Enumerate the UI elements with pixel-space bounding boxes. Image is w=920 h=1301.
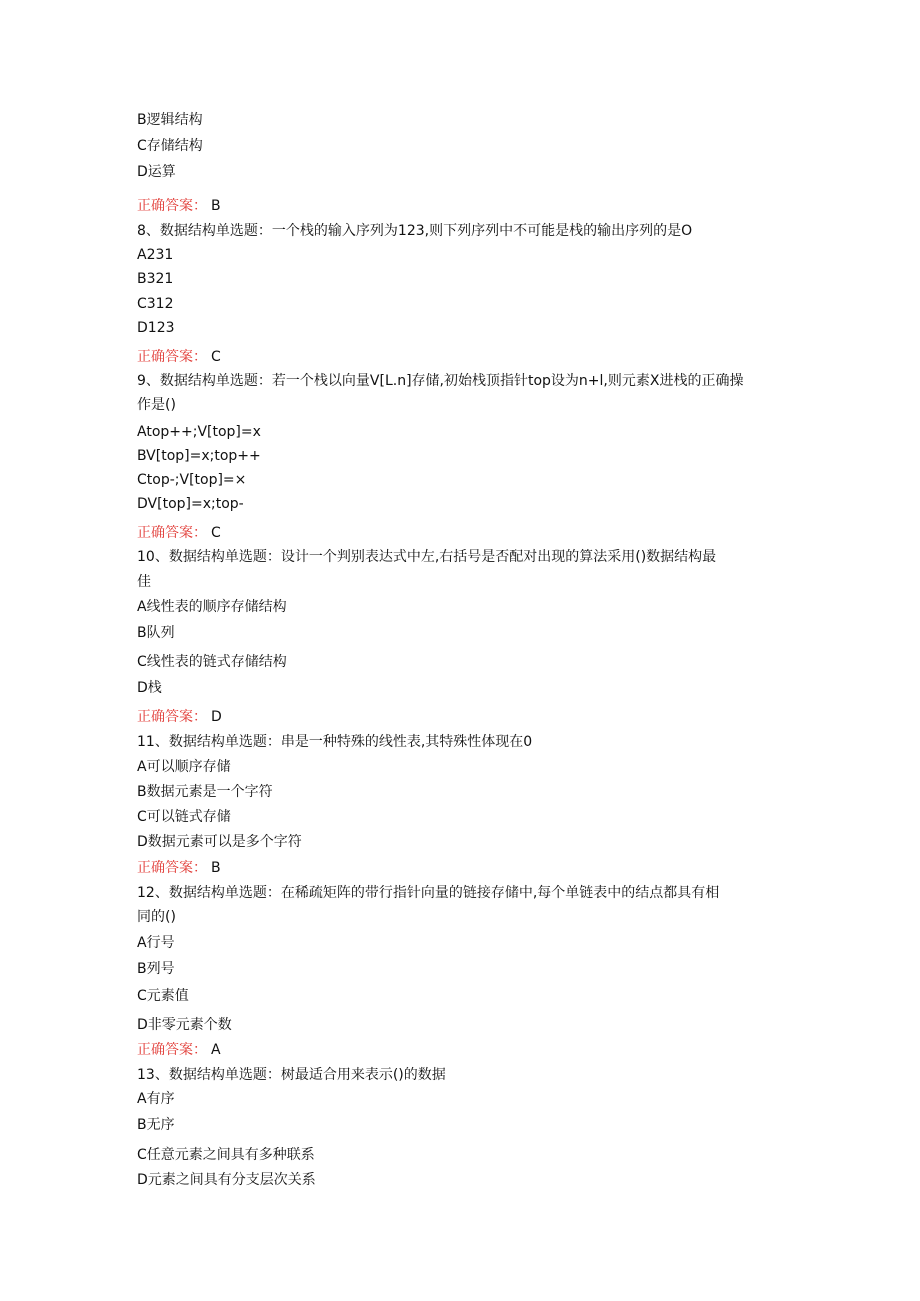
answer-value: C <box>211 525 221 541</box>
option-d: D数据元素可以是多个字符 <box>137 834 302 850</box>
option-d: D123 <box>137 320 175 336</box>
question-8: 8、数据结构单选题：一个栈的输入序列为123,则下列序列中不可能是栈的输出序列的是O <box>137 223 693 239</box>
question-12: 12、数据结构单选题：在稀疏矩阵的带行指针向量的链接存储中,每个单链表中的结点都具有相 <box>137 885 720 901</box>
option-c: C可以链式存储 <box>137 809 231 825</box>
question-11: 11、数据结构单选题：串是一种特殊的线性表,其特殊性体现在0 <box>137 734 533 750</box>
answer-line <box>137 524 221 542</box>
question-10-cont: 佳 <box>137 574 151 590</box>
answer-value: C <box>211 349 221 365</box>
question-9: 9、数据结构单选题：若一个栈以向量V[L.n]存储,初始栈顶指针top设为n+l,则元素X进栈的正确操 <box>137 373 744 389</box>
option-c: Ctop-;V[top]=× <box>137 472 247 488</box>
answer-label: 正确答案： <box>137 198 207 214</box>
option-c: C312 <box>137 296 174 312</box>
answer-label: 正确答案： <box>137 525 207 541</box>
option-c: C线性表的链式存储结构 <box>137 654 287 670</box>
option-b: B队列 <box>137 625 175 641</box>
option-d: D运算 <box>137 164 176 180</box>
answer-value: B <box>211 198 221 214</box>
option-c: C元素值 <box>137 988 189 1004</box>
option-b: BV[top]=x;top++ <box>137 448 261 464</box>
question-13: 13、数据结构单选题：树最适合用来表示()的数据 <box>137 1067 446 1083</box>
option-a: A可以顺序存储 <box>137 759 231 775</box>
answer-label: 正确答案： <box>137 860 207 876</box>
option-d: D元素之间具有分支层次关系 <box>137 1172 316 1188</box>
question-12-cont: 同的() <box>137 909 176 925</box>
question-9-cont: 作是() <box>137 397 176 413</box>
answer-label: 正确答案： <box>137 349 207 365</box>
option-d: DV[top]=x;top- <box>137 496 244 512</box>
answer-line <box>137 708 222 726</box>
option-c: C任意元素之间具有多种联系 <box>137 1147 315 1163</box>
answer-line <box>137 348 221 366</box>
answer-line <box>137 1041 221 1059</box>
answer-value: A <box>211 1042 221 1058</box>
option-b: B列号 <box>137 961 175 977</box>
option-d: D栈 <box>137 680 162 696</box>
answer-label: 正确答案： <box>137 1042 207 1058</box>
answer-line <box>137 197 221 215</box>
option-a: A行号 <box>137 935 175 951</box>
answer-line <box>137 859 221 877</box>
option-a: A有序 <box>137 1091 175 1107</box>
answer-label: 正确答案： <box>137 709 207 725</box>
option-b: B逻辑结构 <box>137 112 203 128</box>
option-c: C存储结构 <box>137 138 203 154</box>
option-b: B无序 <box>137 1117 175 1133</box>
option-b: B321 <box>137 271 174 287</box>
option-a: A231 <box>137 247 174 263</box>
option-a: A线性表的顺序存储结构 <box>137 599 287 615</box>
option-b: B数据元素是一个字符 <box>137 784 273 800</box>
option-a: Atop++;V[top]=x <box>137 424 261 440</box>
option-d: D非零元素个数 <box>137 1017 232 1033</box>
question-10: 10、数据结构单选题：设计一个判别表达式中左,右括号是否配对出现的算法采用()数据结构最 <box>137 549 717 565</box>
answer-value: D <box>211 709 222 725</box>
answer-value: B <box>211 860 221 876</box>
